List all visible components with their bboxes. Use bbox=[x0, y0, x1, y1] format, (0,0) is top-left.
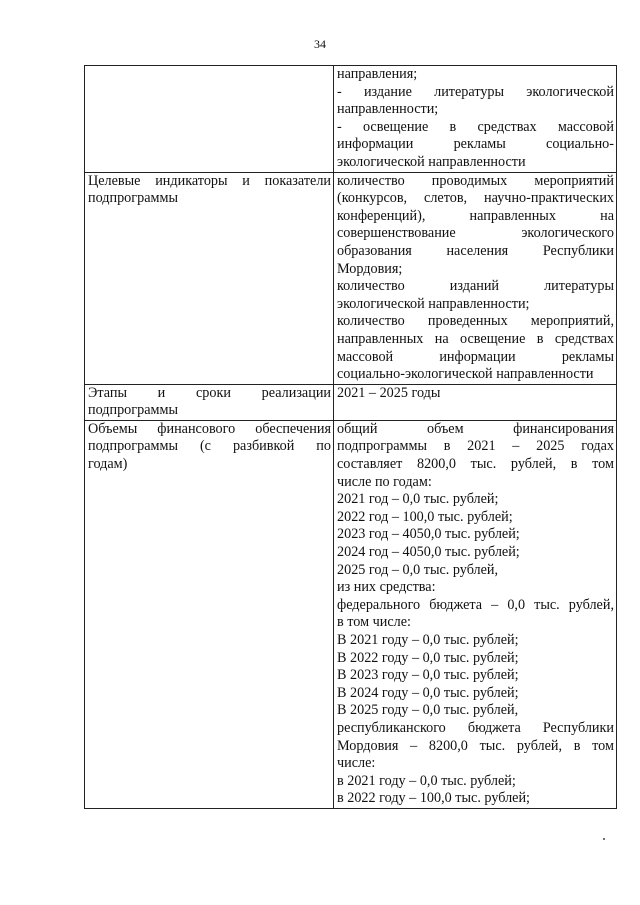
text-line: экологической направленности; bbox=[337, 295, 530, 312]
text-line: Мордовия; bbox=[337, 260, 403, 277]
text-line: В 2022 году – 0,0 тыс. рублей; bbox=[337, 649, 519, 666]
text-line: (конкурсов, слетов, научно-практических bbox=[337, 190, 614, 207]
text-line: Мордовия – 8200,0 тыс. рублей, в том bbox=[337, 737, 614, 754]
parameter-value-cell bbox=[334, 420, 617, 808]
text-line: 2024 год – 4050,0 тыс. рублей; bbox=[337, 544, 520, 561]
text-line: количество проведенных мероприятий, bbox=[337, 313, 614, 330]
text-line: количество изданий литературы bbox=[337, 278, 614, 295]
text-line: В 2025 году – 0,0 тыс. рублей, bbox=[337, 702, 519, 719]
text-line: информации рекламы социально- bbox=[337, 136, 614, 153]
text-line: 2021 – 2025 годы bbox=[337, 384, 441, 401]
text-line: в 2021 году – 0,0 тыс. рублей; bbox=[337, 772, 516, 789]
table-row bbox=[85, 420, 617, 808]
text-line: составляет 8200,0 тыс. рублей, в том bbox=[337, 456, 614, 473]
text-line: образования населения Республики bbox=[337, 242, 614, 259]
parameter-value-cell bbox=[334, 384, 617, 420]
text-line: подпрограммы в 2021 – 2025 годах bbox=[337, 438, 614, 455]
text-line: В 2021 году – 0,0 тыс. рублей; bbox=[337, 632, 519, 648]
text-line: 2023 год – 4050,0 тыс. рублей; bbox=[337, 526, 520, 543]
text-line: подпрограммы (с разбивкой по bbox=[88, 438, 331, 455]
table-row bbox=[85, 172, 617, 384]
text-line: экологической направленности bbox=[337, 153, 526, 170]
text-line: направленности; bbox=[337, 101, 439, 118]
text-line: из них средства: bbox=[337, 579, 436, 596]
text-line: подпрограммы bbox=[88, 402, 178, 419]
text-line: массовой информации рекламы bbox=[337, 348, 614, 365]
text-line: в том числе: bbox=[337, 614, 411, 631]
text-line: Целевые индикаторы и показатели bbox=[88, 172, 331, 189]
parameter-value-cell bbox=[334, 66, 617, 173]
text-line: социально-экологической направленности bbox=[337, 366, 594, 383]
text-line: в 2022 году – 100,0 тыс. рублей; bbox=[337, 790, 530, 807]
page-number: 34 bbox=[314, 37, 326, 51]
text-line: 2021 год – 0,0 тыс. рублей; bbox=[337, 491, 499, 508]
table-row bbox=[85, 384, 617, 420]
parameter-name-cell bbox=[85, 420, 334, 808]
text-line: количество проводимых мероприятий bbox=[337, 172, 614, 189]
text-line: 2025 год – 0,0 тыс. рублей, bbox=[337, 561, 499, 578]
table-row bbox=[85, 66, 617, 173]
text-line: направленных на освещение в средствах bbox=[337, 330, 614, 347]
parameter-name-cell bbox=[85, 66, 334, 173]
parameter-value-cell bbox=[334, 172, 617, 384]
text-line: - издание литературы экологической bbox=[337, 83, 614, 100]
text-line: годам) bbox=[88, 456, 128, 473]
text-line: - освещение в средствах массовой bbox=[337, 118, 614, 135]
text-line: конференций), направленных на bbox=[337, 207, 614, 224]
text-line: Объемы финансового обеспечения bbox=[88, 420, 331, 437]
text-line: числе по годам: bbox=[337, 473, 432, 490]
scan-speck bbox=[603, 838, 605, 840]
text-line: общий объем финансирования bbox=[337, 420, 614, 437]
text-line: Этапы и сроки реализации bbox=[88, 384, 331, 401]
text-line: совершенствование экологического bbox=[337, 225, 614, 242]
subprogram-passport-table bbox=[84, 65, 617, 809]
text-line: В 2024 году – 0,0 тыс. рублей; bbox=[337, 684, 519, 701]
text-line: подпрограммы bbox=[88, 190, 178, 207]
parameter-name-cell bbox=[85, 172, 334, 384]
parameter-name-cell bbox=[85, 384, 334, 420]
text-line: направления; bbox=[337, 66, 418, 82]
text-line: республиканского бюджета Республики bbox=[337, 719, 614, 736]
text-line: федерального бюджета – 0,0 тыс. рублей, bbox=[337, 596, 614, 613]
text-line: 2022 год – 100,0 тыс. рублей; bbox=[337, 508, 513, 525]
text-line: числе: bbox=[337, 755, 376, 772]
text-line: В 2023 году – 0,0 тыс. рублей; bbox=[337, 667, 519, 684]
